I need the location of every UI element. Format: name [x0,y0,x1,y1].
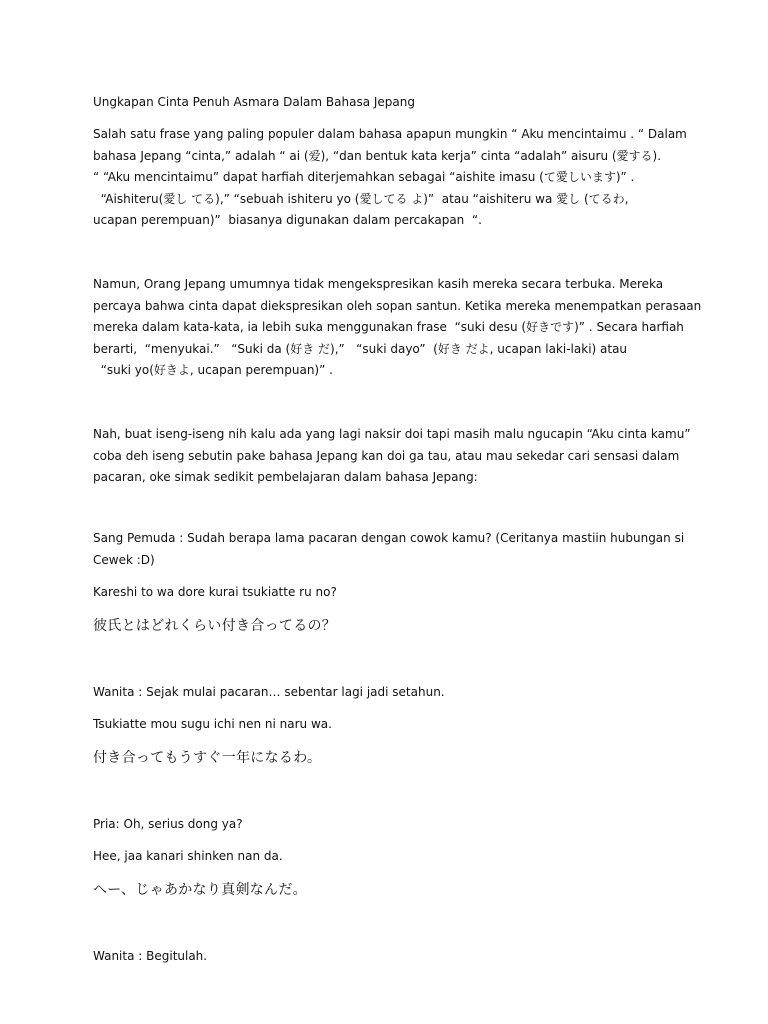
text-line: pacaran, oke simak sedikit pembelajaran dalam bahasa Jepang: [93,470,478,484]
dialog-speaker-line: Wanita : Sejak mulai pacaran… sebentar lagi jadi setahun. [93,685,445,699]
dialog-speaker-line: Wanita : Begitulah. [93,949,208,963]
dialog-speaker [93,814,683,836]
dialog-romaji [93,846,683,868]
text-line: Namun, Orang Jepang umumnya tidak mengekspresikan kasih mereka secara terbuka. Mereka [93,277,664,291]
paragraph-invitation [93,424,691,489]
document-title: Ungkapan Cinta Penuh Asmara Dalam Bahasa Jepang [93,95,415,109]
romaji-line: Kareshi to wa dore kurai tsukiatte ru no? [93,585,337,599]
text-line: Salah satu frase yang paling populer dalam bahasa apapun mungkin “ Aku mencintaimu . “ Dalam [93,127,687,141]
dialog-entry [93,528,683,571]
dialog-romaji [93,714,683,736]
japanese-line: へー、じゃあかなり真剣なんだ。 [93,882,307,898]
text-line: Cewek :D) [93,552,155,567]
romaji-line: Hee, jaa kanari shinken nan da. [93,849,283,863]
dialog-japanese [93,878,683,902]
paragraph-text [93,124,687,232]
dialog-japanese [93,614,683,638]
romaji-line: Tsukiatte mou sugu ichi nen ni naru wa. [93,717,332,731]
text-line: “ “Aku mencintaimu” dapat harfiah diterjemahkan sebagai “aishite imasu (て愛しいます)” . [93,170,635,184]
text-line: berarti, “menyukai.” “Suki da (好き だ),” “suki dayo” (好き だよ, ucapan laki-laki) atau [93,341,628,356]
dialog-japanese [93,746,683,770]
paragraph-explanation [93,274,702,382]
text-line: “Aishiteru(愛し てる),” “sebuah ishiteru yo (愛してる よ)” atau “aishiteru wa 愛し (てるわ, [93,191,629,206]
paragraph-text [93,424,691,489]
text-line: bahasa Jepang “cinta,” adalah “ ai (爱), “dan bentuk kata kerja” cinta “adalah” aisuru (愛する). [93,148,662,163]
paragraph-intro [93,124,687,232]
japanese-line: 付き合ってもうすぐ一年になるわ。 [93,750,322,766]
text-line: ucapan perempuan)” biasanya digunakan dalam percakapan “. [93,213,482,227]
paragraph-text [93,274,702,382]
document-title-block [93,92,683,122]
text-line: mereka dalam kata-kata, ia lebih suka menggunakan frase “suki desu (好きです)” . Secara harfiah [93,320,684,334]
text-line: percaya bahwa cinta dapat diekspresikan oleh sopan santun. Ketika mereka menempatkan perasaan [93,298,702,313]
dialog-speaker-line [93,528,683,571]
text-line: coba deh iseng sebutin pake bahasa Jepang kan doi ga tau, atau mau sekedar cari sensasi dalam [93,448,680,463]
dialog-speaker [93,946,683,968]
text-line: Sang Pemuda : Sudah berapa lama pacaran dengan cowok kamu? (Ceritanya mastiin hubungan si [93,531,685,545]
japanese-line: 彼氏とはどれくらい付き合ってるの？ [93,618,337,634]
dialog-speaker-line: Pria: Oh, serius dong ya? [93,817,243,831]
dialog-speaker [93,682,683,704]
dialog-romaji [93,582,683,604]
text-line: “suki yo(好きよ, ucapan perempuan)” . [93,363,333,377]
text-line: Nah, buat iseng-iseng nih kalu ada yang lagi naksir doi tapi masih malu ngucapin “Aku cinta kamu” [93,427,691,441]
